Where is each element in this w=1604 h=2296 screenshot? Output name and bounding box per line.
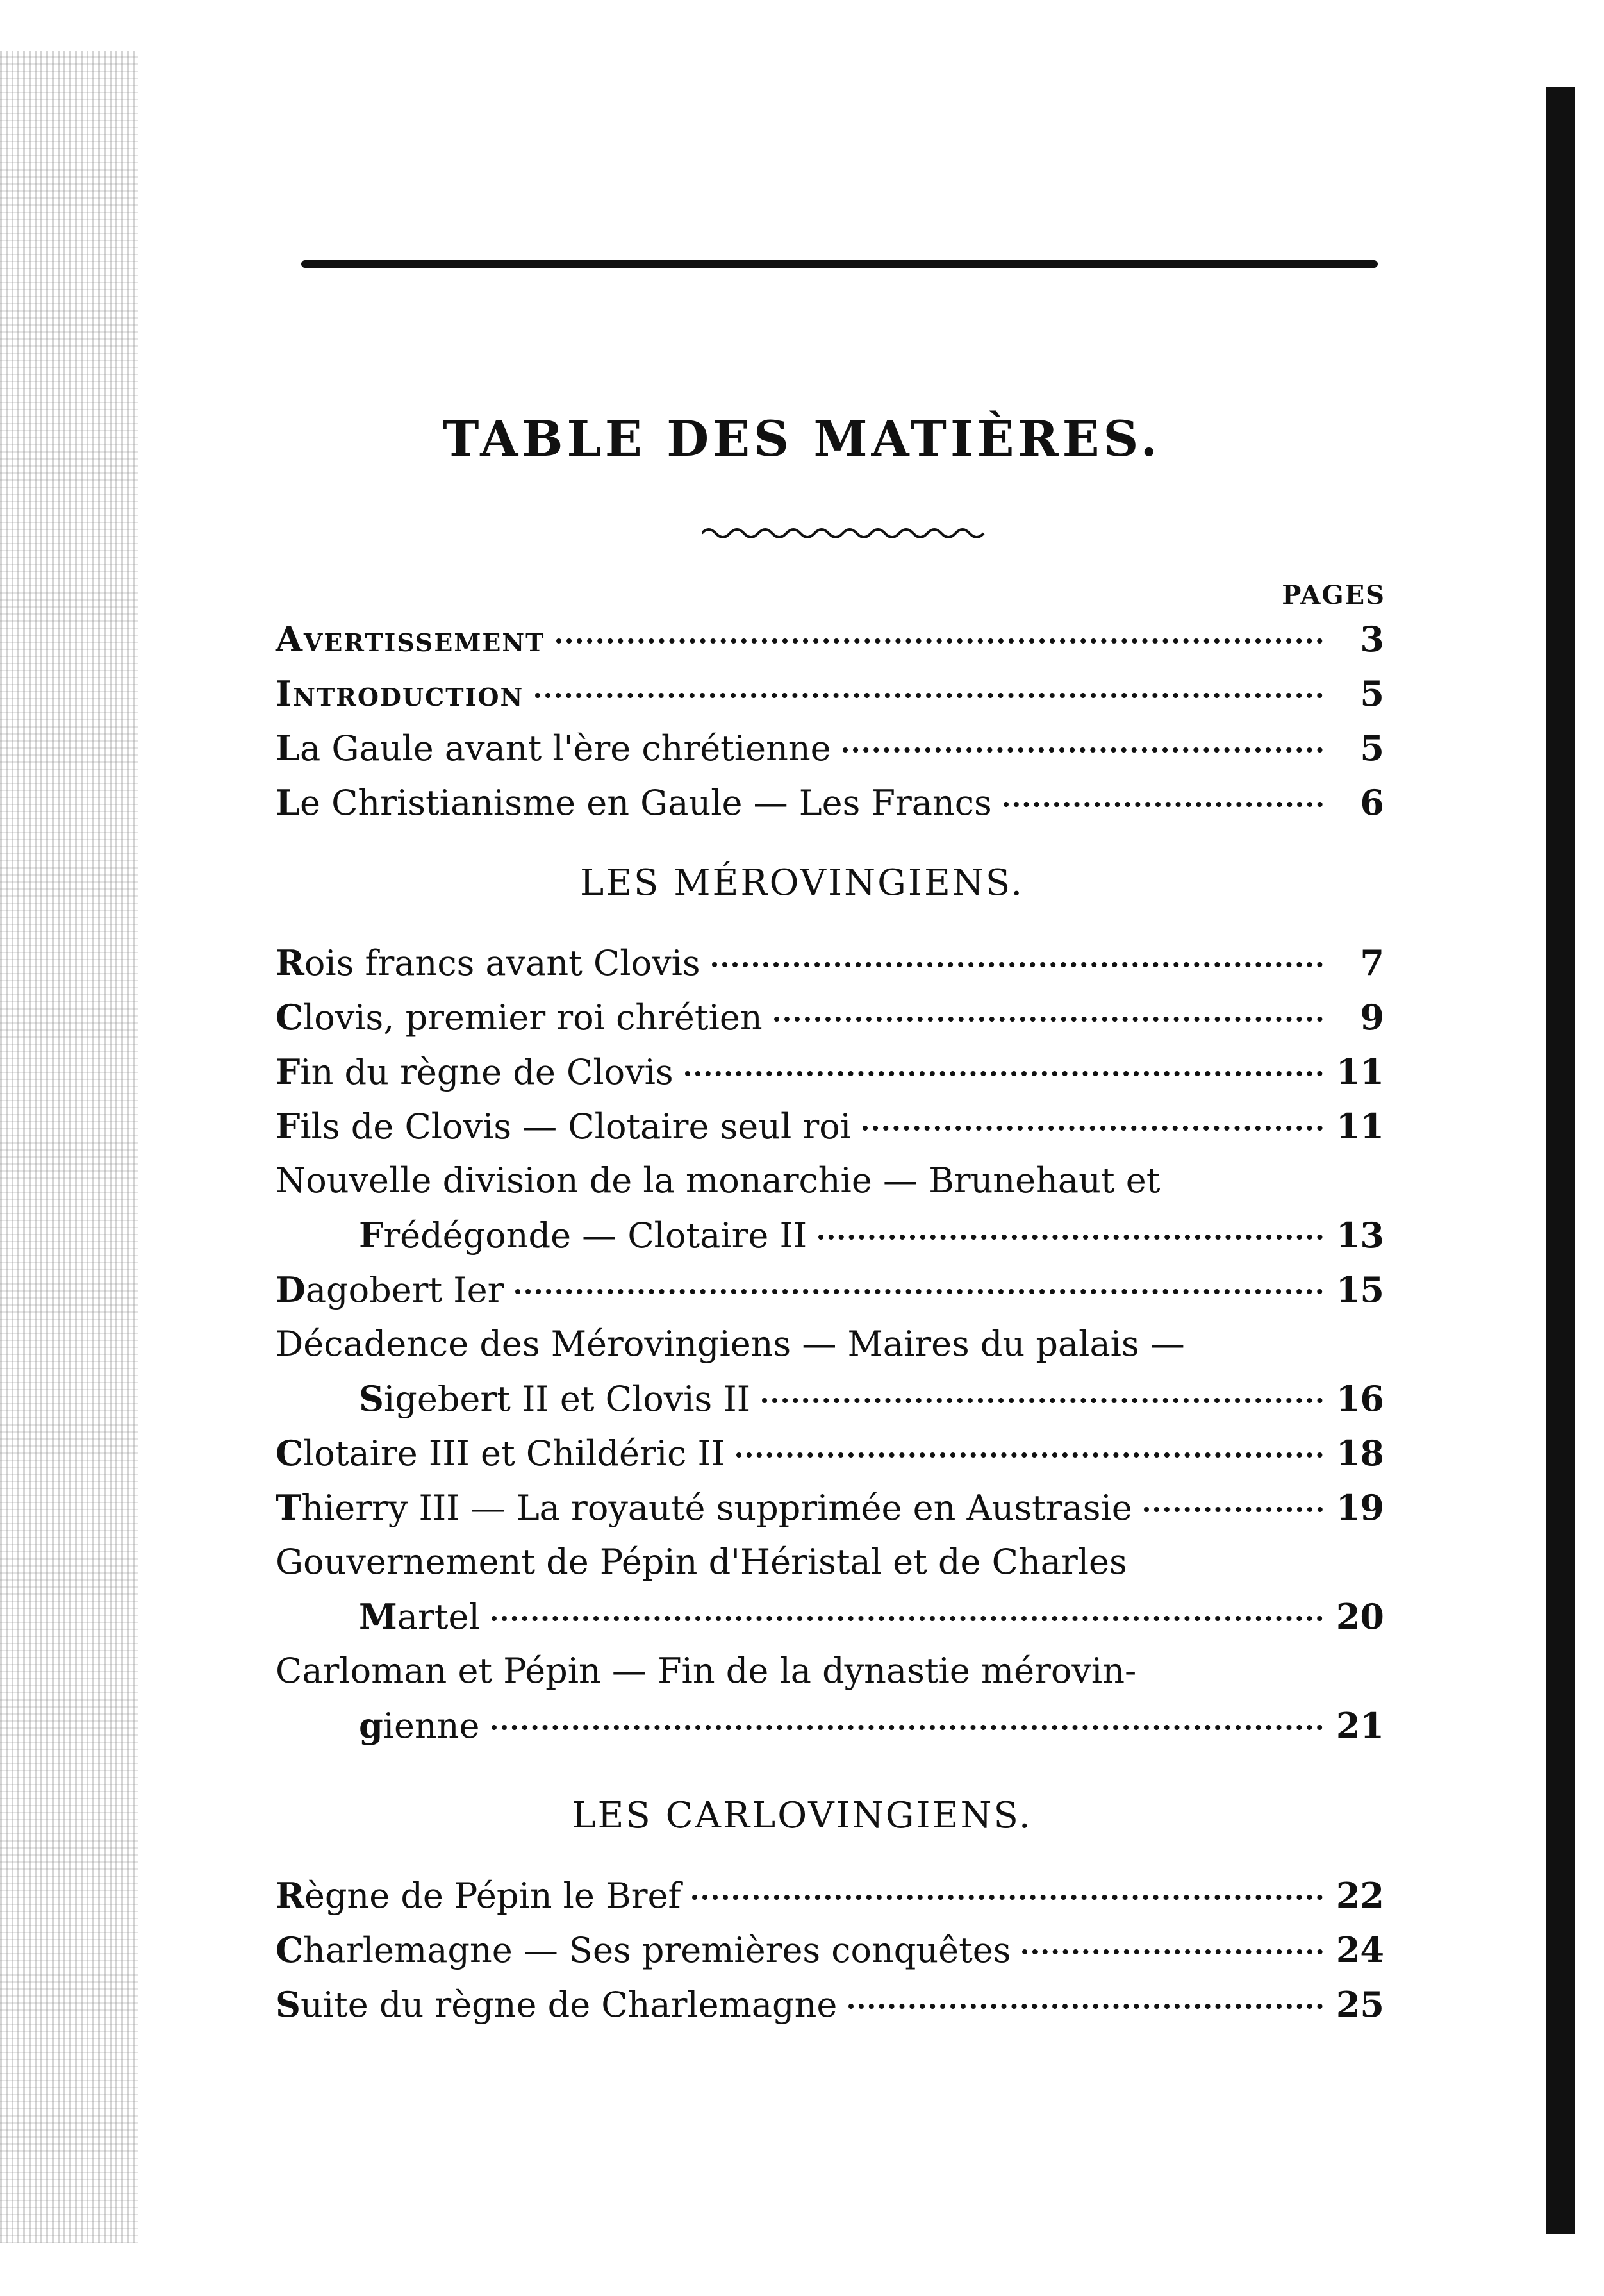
toc-entry-title: Thierry III — La royauté supprimée en Austrasie — [276, 1487, 1132, 1528]
dot-leader — [712, 962, 1323, 967]
toc-entry-page: 9 — [1360, 997, 1384, 1038]
toc-entry-page: 15 — [1335, 1269, 1384, 1310]
toc-entry-title: Clotaire III et Childéric II — [276, 1433, 725, 1474]
dot-leader — [774, 1017, 1323, 1022]
toc-entry-page: 6 — [1360, 782, 1384, 823]
dot-leader — [1144, 1507, 1323, 1512]
toc-entry — [276, 1875, 1384, 1926]
dot-leader — [692, 1895, 1323, 1900]
toc-entry — [276, 1929, 1384, 1981]
toc-entry-page: 16 — [1335, 1378, 1384, 1419]
toc-entry-page: 24 — [1335, 1929, 1384, 1970]
dot-leader — [515, 1289, 1323, 1294]
toc-entry-page: 20 — [1335, 1596, 1384, 1637]
dot-leader — [492, 1725, 1323, 1730]
toc-entry — [359, 1215, 1384, 1266]
toc-entry-title: Le Christianisme en Gaule — Les Francs — [276, 782, 992, 823]
toc-entry — [276, 942, 1384, 994]
page-title: TABLE DES MATIÈRES. — [442, 410, 1162, 467]
toc-entry-continuation: Sigebert II et Clovis II — [359, 1378, 751, 1419]
toc-entry-page: 7 — [1360, 942, 1384, 983]
pages-column-label: PAGES — [1282, 580, 1385, 610]
toc-entry-page: 5 — [1360, 728, 1384, 769]
toc-entry — [276, 728, 1384, 779]
toc-entry-page: 5 — [1360, 673, 1384, 714]
toc-entry-page: 18 — [1335, 1433, 1384, 1474]
toc-entry-title: La Gaule avant l'ère chrétienne — [276, 728, 831, 769]
toc-entry — [276, 1269, 1384, 1320]
wavy-ornament — [702, 526, 990, 541]
toc-entry-title: Fin du règne de Clovis — [276, 1051, 674, 1092]
toc-entry-title: Introduction — [276, 673, 524, 714]
toc-entry-title: Fils de Clovis — Clotaire seul roi — [276, 1106, 852, 1147]
toc-entry-title: Clovis, premier roi chrétien — [276, 997, 763, 1038]
toc-entry — [276, 1487, 1384, 1538]
toc-entry-title: Dagobert Ier — [276, 1269, 504, 1310]
top-rule — [301, 260, 1378, 268]
dot-leader — [556, 638, 1323, 644]
toc-entry — [276, 1433, 1384, 1484]
dot-leader — [736, 1452, 1323, 1458]
toc-entry-title: Rois francs avant Clovis — [276, 942, 700, 983]
toc-entry-page: 25 — [1335, 1984, 1384, 2025]
toc-entry — [359, 1596, 1384, 1647]
dot-leader — [762, 1398, 1323, 1403]
toc-entry-page: 21 — [1335, 1705, 1384, 1746]
toc-entry-page: 3 — [1360, 619, 1384, 660]
toc-entry-continuation: Frédégonde — Clotaire II — [359, 1215, 807, 1256]
toc-entry — [276, 673, 1384, 724]
dot-leader — [685, 1071, 1323, 1076]
toc-entry — [276, 1984, 1384, 2035]
toc-entry-title: Charlemagne — Ses premières conquêtes — [276, 1929, 1011, 1970]
dot-leader — [818, 1235, 1323, 1240]
scan-right-edge — [1546, 87, 1575, 2234]
section-heading-carlovingiens: LES CARLOVINGIENS. — [572, 1795, 1032, 1836]
toc-entry-continuation: Martel — [359, 1596, 480, 1637]
toc-entry-page: 11 — [1335, 1051, 1384, 1092]
toc-entry-page: 19 — [1335, 1487, 1384, 1528]
toc-entry-title: Avertissement — [276, 619, 545, 660]
toc-entry — [276, 1051, 1384, 1102]
dot-leader — [863, 1126, 1323, 1131]
toc-entry — [276, 619, 1384, 670]
scan-left-edge — [0, 51, 138, 2243]
dot-leader — [1004, 802, 1323, 807]
toc-entry-title: Décadence des Mérovingiens — Maires du palais — — [276, 1324, 1185, 1364]
dot-leader — [843, 747, 1323, 753]
toc-entry-page: 22 — [1335, 1875, 1384, 1916]
toc-entry-title: Nouvelle division de la monarchie — Brunehaut et — [276, 1160, 1161, 1201]
toc-entry-title: Gouvernement de Pépin d'Héristal et de Charles — [276, 1542, 1127, 1582]
dot-leader — [1022, 1949, 1323, 1954]
toc-entry — [359, 1378, 1384, 1429]
toc-entry — [276, 782, 1384, 833]
dot-leader — [848, 2004, 1323, 2009]
toc-entry-continuation: gienne — [359, 1705, 480, 1746]
dot-leader — [535, 693, 1323, 698]
toc-entry — [276, 997, 1384, 1048]
toc-entry-title: Règne de Pépin le Bref — [276, 1875, 681, 1916]
section-heading-merovingiens: LES MÉROVINGIENS. — [579, 862, 1024, 904]
dot-leader — [492, 1616, 1323, 1621]
toc-entry-title: Suite du règne de Charlemagne — [276, 1984, 838, 2025]
toc-entry-page: 13 — [1335, 1215, 1384, 1256]
toc-entry-title: Carloman et Pépin — Fin de la dynastie mérovin- — [276, 1651, 1137, 1691]
toc-entry-page: 11 — [1335, 1106, 1384, 1147]
toc-entry — [359, 1705, 1384, 1756]
toc-entry — [276, 1106, 1384, 1157]
